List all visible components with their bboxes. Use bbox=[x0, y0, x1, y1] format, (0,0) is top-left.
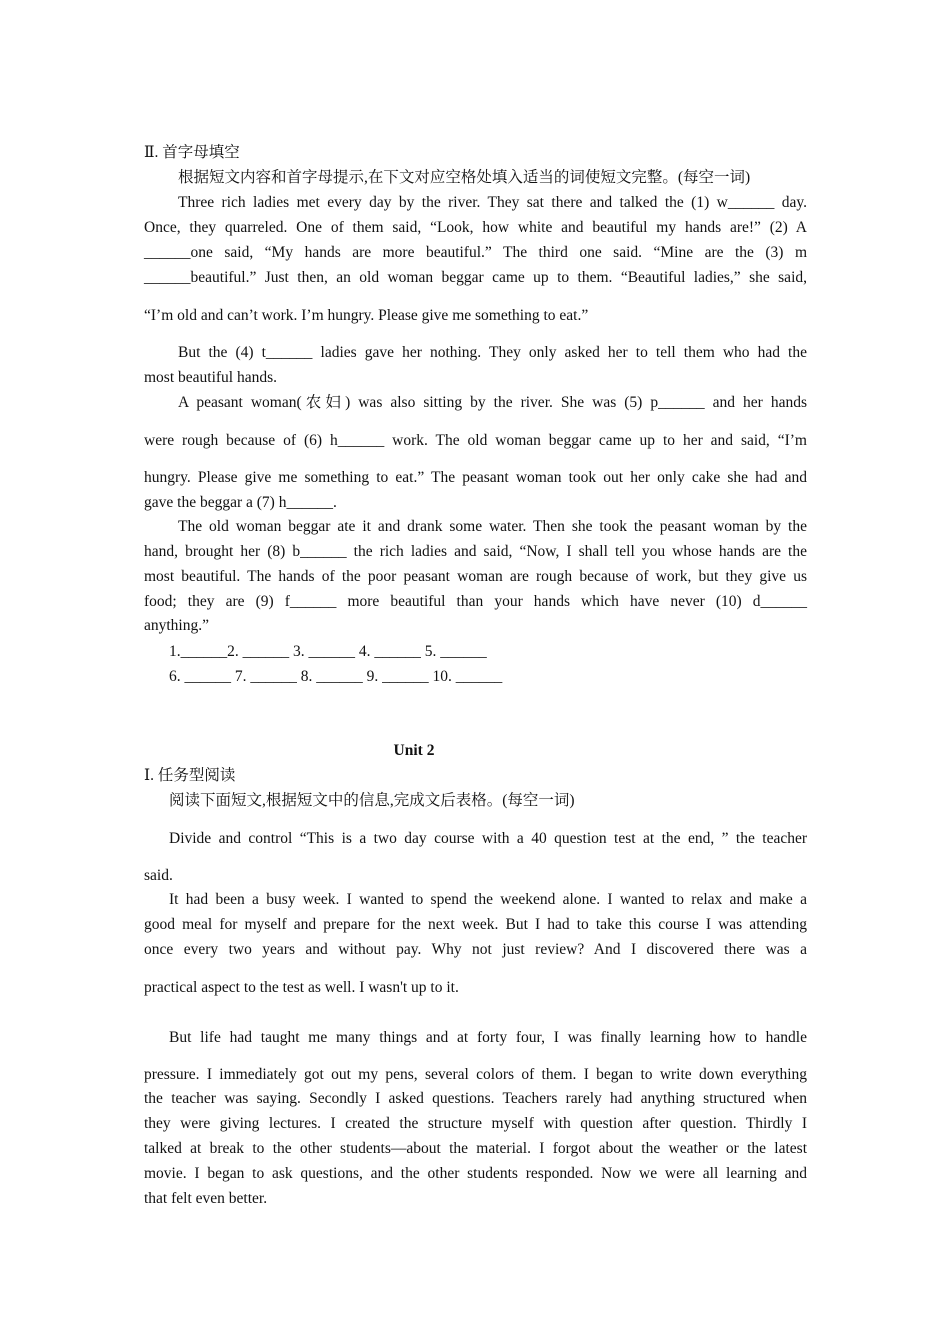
passage-line: that felt even better. bbox=[144, 1190, 268, 1207]
passage-line: ______one said, “My hands are more beautiful.” The third one said. “Mine are the (3) m bbox=[144, 244, 807, 261]
passage-line: hand, brought her (8) b______ the rich ladies and said, “Now, I shall tell you whose hands are the bbox=[144, 543, 807, 560]
passage-line: It had been a busy week. I wanted to spend the weekend alone. I wanted to relax and make a bbox=[169, 891, 807, 908]
passage-line: most beautiful hands. bbox=[144, 369, 278, 386]
passage-line: they were giving lectures. I created the structure myself with question after question. Thirdly I bbox=[144, 1115, 807, 1132]
passage-line: hungry. Please give me something to eat.” The peasant woman took out her only cake she had and bbox=[144, 469, 807, 486]
passage-line: Three rich ladies met every day by the river. They sat there and talked the (1) w______ day. bbox=[178, 194, 807, 211]
passage-line: The old woman beggar ate it and drank some water. Then she took the peasant woman by the bbox=[178, 518, 807, 535]
section-heading: Ⅰ. 任务型阅读 bbox=[144, 767, 236, 784]
passage-line: the teacher was saying. Secondly I asked questions. Teachers rarely had anything structured when bbox=[144, 1090, 807, 1107]
passage-line: good meal for myself and prepare for the next week. But I had to take this course I was attending bbox=[144, 916, 807, 933]
passage-line: anything.” bbox=[144, 617, 209, 634]
section-instruction: 阅读下面短文,根据短文中的信息,完成文后表格。(每空一词) bbox=[169, 792, 575, 809]
section-heading: Ⅱ. 首字母填空 bbox=[144, 144, 240, 161]
passage-line: But the (4) t______ ladies gave her nothing. They only asked her to tell them who had the bbox=[178, 344, 807, 361]
passage-line: Once, they quarreled. One of them said, “Look, how white and beautiful my hands are!” (2) A bbox=[144, 219, 807, 236]
unit-title: Unit 2 bbox=[393, 742, 435, 759]
section-instruction: 根据短文内容和首字母提示,在下文对应空格处填入适当的词使短文完整。(每空一词) bbox=[178, 169, 751, 186]
passage-line: once every two years and without pay. Why not just review? And I discovered there was a bbox=[144, 941, 807, 958]
passage-line: food; they are (9) f______ more beautiful than your hands which have never (10) d______ bbox=[144, 593, 807, 610]
passage-line: gave the beggar a (7) h______. bbox=[144, 494, 337, 511]
passage-line: said. bbox=[144, 867, 173, 884]
passage-line: But life had taught me many things and at forty four, I was finally learning how to handle bbox=[169, 1029, 807, 1046]
passage-line: movie. I began to ask questions, and the other students responded. Now we were all learning and bbox=[144, 1165, 807, 1182]
answer-blanks-row-2: 6. ______ 7. ______ 8. ______ 9. ______ 10. ______ bbox=[169, 668, 503, 685]
passage-line: pressure. I immediately got out my pens, several colors of them. I began to write down everything bbox=[144, 1066, 807, 1083]
passage-line: “I’m old and can’t work. I’m hungry. Please give me something to eat.” bbox=[144, 307, 589, 324]
passage-line: ______beautiful.” Just then, an old woman beggar came up to them. “Beautiful ladies,” she said, bbox=[144, 269, 807, 286]
answer-blanks-row-1: 1.______2. ______ 3. ______ 4. ______ 5. ______ bbox=[169, 643, 487, 660]
passage-line: Divide and control “This is a two day course with a 40 question test at the end, ” the teacher bbox=[169, 830, 807, 847]
passage-line: most beautiful. The hands of the poor peasant woman are rough because of work, but they give us bbox=[144, 568, 807, 585]
passage-line: practical aspect to the test as well. I wasn't up to it. bbox=[144, 979, 459, 996]
passage-line: A peasant woman(农妇) was also sitting by the river. She was (5) p______ and her hands bbox=[178, 394, 807, 411]
passage-line: were rough because of (6) h______ work. The old woman beggar came up to her and said, “I’m bbox=[144, 432, 807, 449]
passage-line: talked at break to the other students—about the material. I forgot about the weather or the latest bbox=[144, 1140, 807, 1157]
